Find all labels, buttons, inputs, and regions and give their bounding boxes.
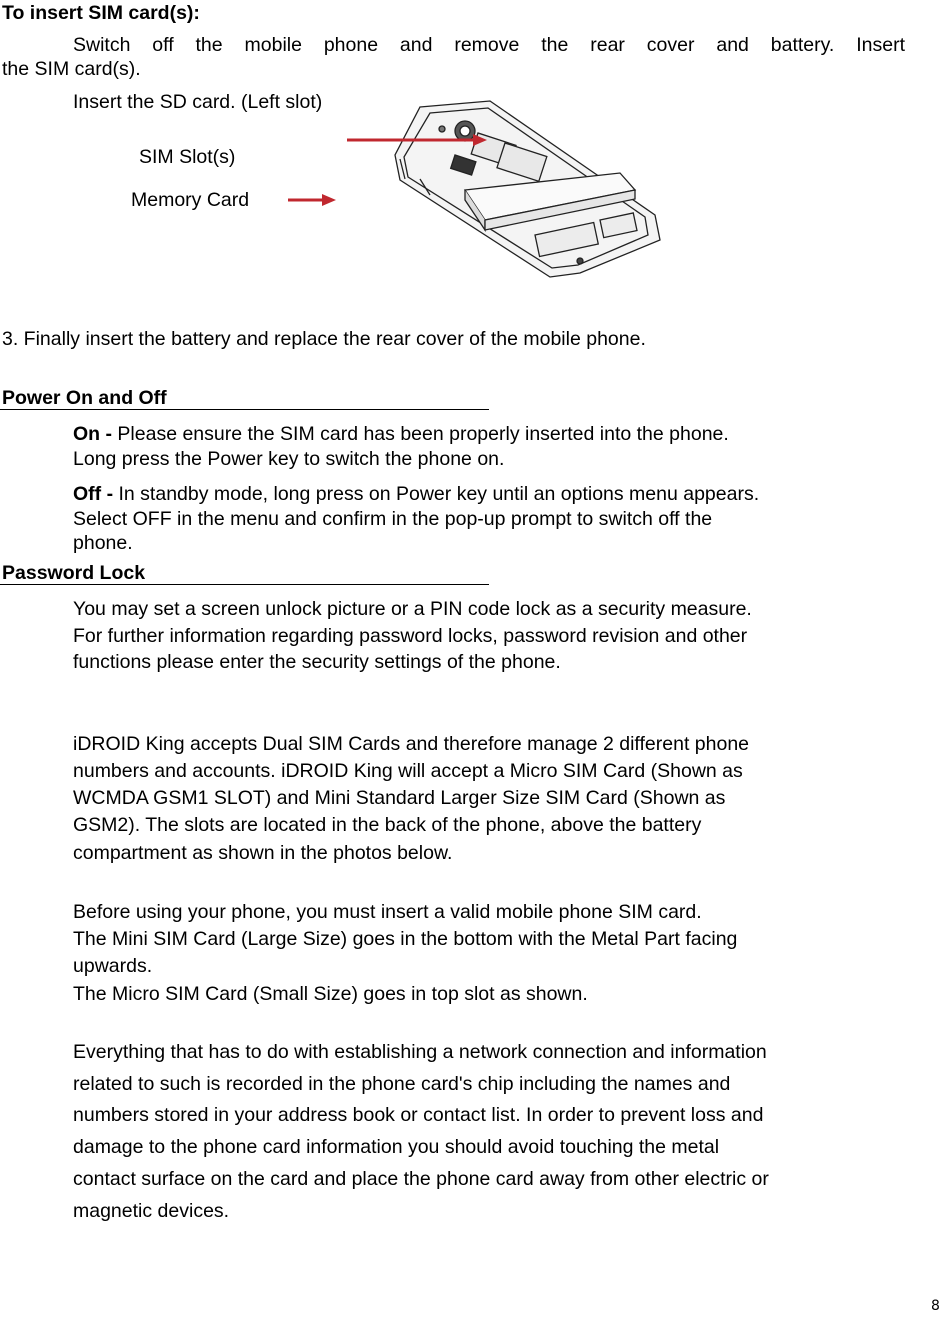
insert-sim-step1-line1: Switch off the mobile phone and remove the rear cover and battery. Insert	[73, 34, 905, 56]
phone-body-drawing	[395, 101, 660, 277]
page-number: 8	[931, 1298, 940, 1314]
password-heading: Password Lock	[2, 562, 146, 584]
everything-line2: related to such is recorded in the phone card's chip including the names and	[73, 1073, 731, 1095]
memory-card-arrow	[288, 194, 336, 206]
sim-slot-label: SIM Slot(s)	[139, 146, 236, 168]
before-using-line3: upwards.	[73, 955, 153, 977]
power-on-text: Please ensure the SIM card has been properly inserted into the phone.	[112, 423, 729, 445]
insert-sim-heading: To insert SIM card(s):	[2, 2, 200, 24]
dual-sim-line1: iDROID King accepts Dual SIM Cards and therefore manage 2 different phone	[73, 733, 750, 755]
power-off-line2: Select OFF in the menu and confirm in the pop-up prompt to switch off the	[73, 508, 713, 530]
everything-line3: numbers stored in your address book or contact list. In order to prevent loss and	[73, 1104, 764, 1126]
dual-sim-line4: GSM2). The slots are located in the back of the phone, above the battery	[73, 814, 702, 836]
insert-sim-step3: 3. Finally insert the battery and replace the rear cover of the mobile phone.	[2, 328, 646, 350]
power-on-line1	[73, 422, 729, 446]
password-heading-rule	[0, 584, 489, 585]
power-heading-rule	[0, 409, 489, 410]
power-heading: Power On and Off	[2, 387, 167, 409]
insert-sim-step1-line2: the SIM card(s).	[2, 58, 141, 80]
everything-line1: Everything that has to do with establishing a network connection and information	[73, 1041, 767, 1063]
memory-card-label: Memory Card	[131, 189, 250, 211]
power-off-text: In standby mode, long press on Power key until an options menu appears.	[113, 483, 760, 505]
password-line2: For further information regarding password locks, password revision and other	[73, 625, 748, 647]
power-off-label: Off -	[73, 483, 114, 505]
phone-illustration	[280, 95, 670, 285]
everything-line6: magnetic devices.	[73, 1200, 230, 1222]
power-on-label: On -	[73, 423, 112, 445]
before-using-line1: Before using your phone, you must insert a valid mobile phone SIM card.	[73, 901, 702, 923]
before-using-line4: The Micro SIM Card (Small Size) goes in top slot as shown.	[73, 983, 588, 1005]
power-on-line2: Long press the Power key to switch the phone on.	[73, 448, 505, 470]
everything-line4: damage to the phone card information you should avoid touching the metal	[73, 1136, 720, 1158]
power-off-line1	[73, 482, 759, 506]
dual-sim-line3: WCMDA GSM1 SLOT) and Mini Standard Larger Size SIM Card (Shown as	[73, 787, 726, 809]
dual-sim-line2: numbers and accounts. iDROID King will accept a Micro SIM Card (Shown as	[73, 760, 743, 782]
everything-line5: contact surface on the card and place the phone card away from other electric or	[73, 1168, 769, 1190]
password-line1: You may set a screen unlock picture or a PIN code lock as a security measure.	[73, 598, 752, 620]
password-line3: functions please enter the security settings of the phone.	[73, 651, 561, 673]
power-off-line3: phone.	[73, 532, 133, 554]
insert-sim-step2: Insert the SD card. (Left slot)	[73, 91, 323, 113]
dual-sim-line5: compartment as shown in the photos below.	[73, 842, 453, 864]
before-using-line2: The Mini SIM Card (Large Size) goes in the bottom with the Metal Part facing	[73, 928, 738, 950]
